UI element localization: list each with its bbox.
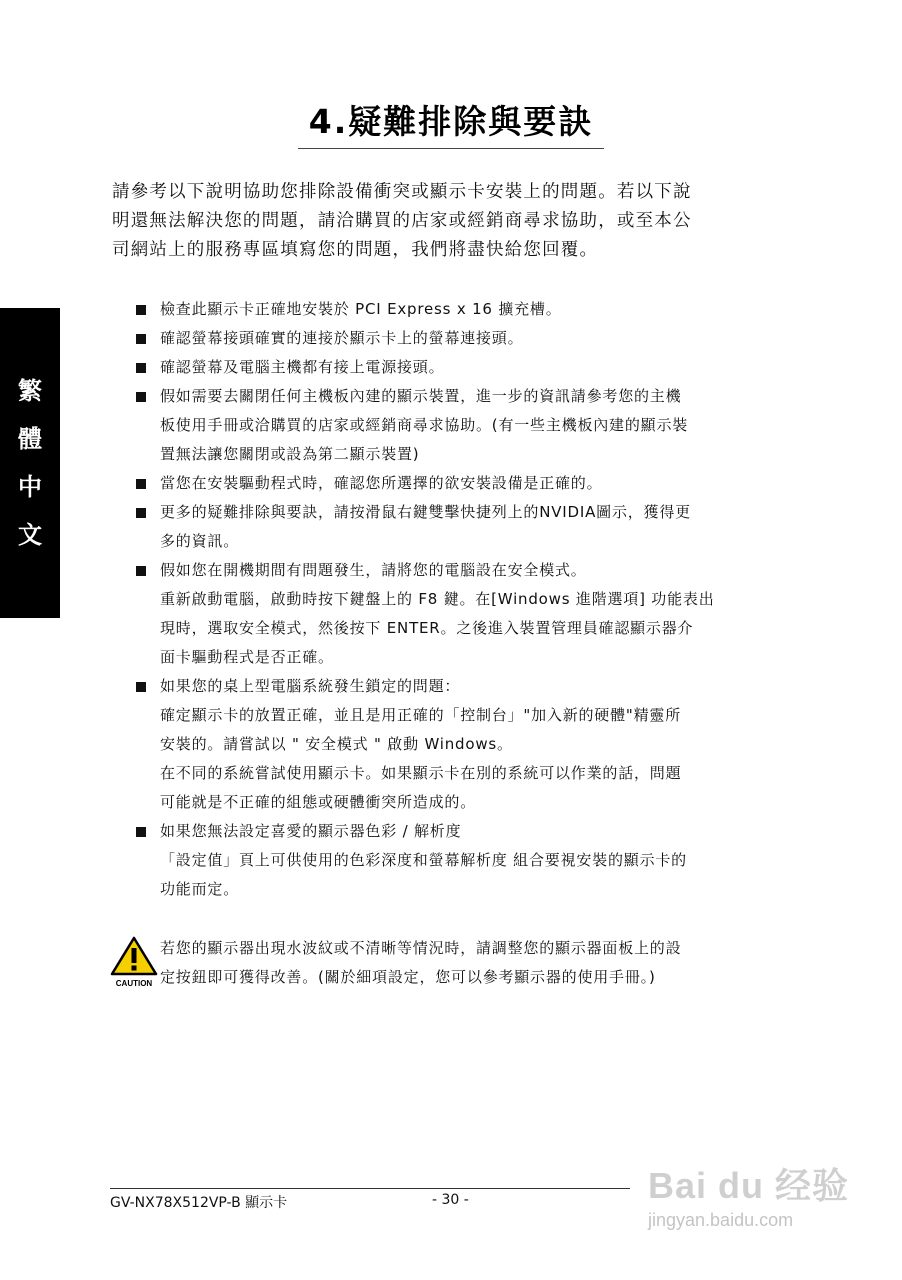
page-title: 4.疑難排除與要訣	[308, 102, 594, 141]
language-side-tab	[0, 308, 60, 618]
list-item	[136, 469, 800, 498]
list-item-line: 假如您在開機期間有問題發生，請將您的電腦設在安全模式。	[160, 561, 587, 579]
list-item-line: 更多的疑難排除與要訣，請按滑鼠右鍵雙擊快捷列上的NVIDIA圖示，獲得更	[160, 503, 691, 521]
list-item	[136, 324, 800, 353]
intro-line: 請參考以下說明協助您排除設備衝突或顯示卡安裝上的問題。若以下說	[112, 182, 692, 202]
footer-model: GV-NX78X512VP-B 顯示卡	[110, 1195, 288, 1211]
title-underline	[298, 148, 604, 149]
caution-line: 定按鈕即可獲得改善。(關於細項設定，您可以參考顯示器的使用手冊。)	[160, 968, 656, 986]
list-item-line: 當您在安裝驅動程式時，確認您所選擇的欲安裝設備是正確的。	[160, 474, 603, 492]
bullet-square-icon	[136, 392, 146, 402]
intro-paragraph	[112, 178, 802, 265]
list-item-line: 如果您的桌上型電腦系統發生鎖定的問題：	[160, 677, 461, 695]
intro-line: 司網站上的服務專區填寫您的問題，我們將盡快給您回覆。	[112, 240, 599, 260]
bullet-square-icon	[136, 363, 146, 373]
footer-rule	[110, 1188, 630, 1189]
list-item-line: 安裝的。請嘗試以 " 安全模式 " 啟動 Windows。	[160, 735, 513, 753]
list-item	[136, 498, 800, 556]
list-item-line: 在不同的系統嘗試使用顯示卡。如果顯示卡在別的系統可以作業的話，問題	[160, 764, 682, 782]
list-item	[136, 672, 800, 817]
list-item	[136, 353, 800, 382]
list-item-line: 板使用手冊或洽購買的店家或經銷商尋求協助。(有一些主機板內建的顯示裝	[160, 416, 689, 434]
watermark	[648, 1158, 868, 1248]
bullet-square-icon	[136, 305, 146, 315]
list-item-line: 置無法讓您關閉或設為第二顯示裝置)	[160, 445, 420, 463]
list-item-line: 現時，選取安全模式，然後按下 ENTER。之後進入裝置管理員確認顯示器介	[160, 619, 694, 637]
caution-line: 若您的顯示器出現水波紋或不清晰等情況時，請調整您的顯示器面板上的設	[160, 939, 682, 957]
side-tab-char: 中	[18, 472, 42, 501]
bullet-square-icon	[136, 682, 146, 692]
caution-icon-label: CAUTION	[115, 979, 153, 988]
side-tab-char: 體	[18, 424, 42, 453]
side-tab-char: 文	[18, 520, 42, 549]
watermark-url: jingyan.baidu.com	[648, 1210, 794, 1230]
list-item	[136, 382, 800, 469]
list-item	[136, 295, 800, 324]
troubleshooting-list	[136, 295, 800, 904]
bullet-square-icon	[136, 827, 146, 837]
bullet-square-icon	[136, 334, 146, 344]
list-item-line: 確認螢幕接頭確實的連接於顯示卡上的螢幕連接頭。	[160, 329, 524, 347]
list-item-line: 「設定值」頁上可供使用的色彩深度和螢幕解析度 組合要視安裝的顯示卡的	[160, 851, 687, 869]
list-item-line: 檢查此顯示卡正確地安裝於 PCI Express x 16 擴充槽。	[160, 300, 562, 318]
list-item-line: 多的資訊。	[160, 532, 240, 550]
list-item	[136, 556, 800, 672]
list-item	[136, 817, 800, 904]
bullet-square-icon	[136, 566, 146, 576]
list-item-line: 可能就是不正確的組態或硬體衝突所造成的。	[160, 793, 477, 811]
side-tab-char: 繁	[18, 376, 42, 405]
caution-icon	[110, 936, 158, 988]
page-number: - 30 -	[432, 1192, 469, 1208]
list-item-line: 重新啟動電腦，啟動時按下鍵盤上的 F8 鍵。在[Windows 進階選項] 功能表出	[160, 590, 715, 608]
list-item-line: 確認螢幕及電腦主機都有接上電源接頭。	[160, 358, 445, 376]
list-item-line: 假如需要去關閉任何主機板內建的顯示裝置，進一步的資訊請參考您的主機	[160, 387, 682, 405]
list-item-line: 確定顯示卡的放置正確，並且是用正確的「控制台」"加入新的硬體"精靈所	[160, 706, 682, 724]
bullet-square-icon	[136, 479, 146, 489]
caution-note	[160, 934, 800, 992]
bullet-square-icon	[136, 508, 146, 518]
intro-line: 明還無法解決您的問題，請洽購買的店家或經銷商尋求協助，或至本公	[112, 211, 692, 231]
list-item-line: 功能而定。	[160, 880, 240, 898]
list-item-line: 如果您無法設定喜愛的顯示器色彩 / 解析度	[160, 822, 462, 840]
watermark-brand: Bai du 经验	[648, 1165, 850, 1206]
list-item-line: 面卡驅動程式是否正確。	[160, 648, 334, 666]
